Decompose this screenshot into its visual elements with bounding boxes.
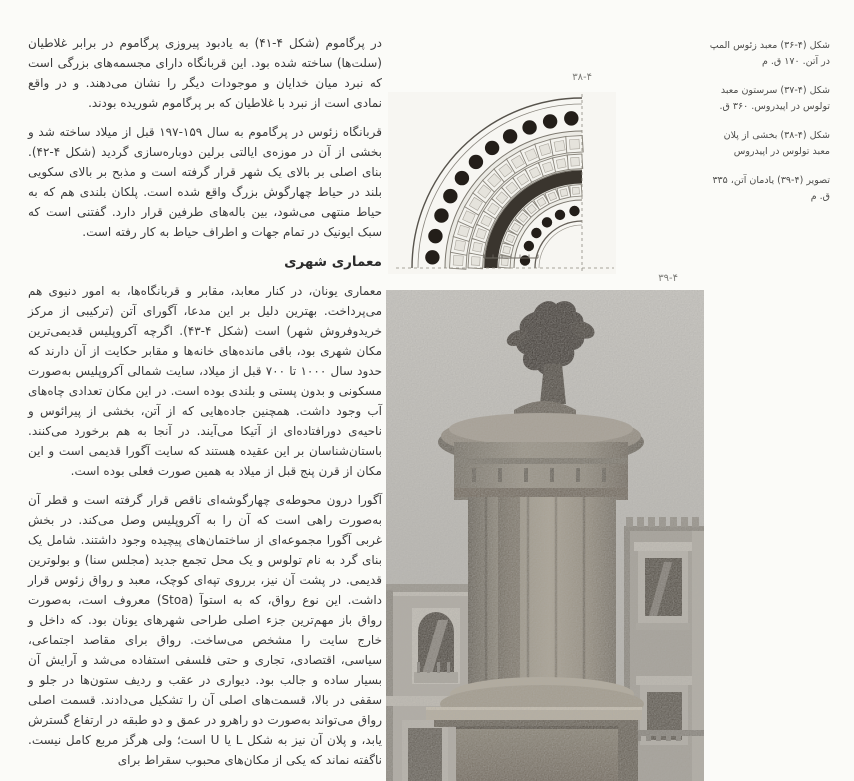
section-heading-urban-architecture: معماری شهری <box>284 254 382 270</box>
photo-grain-overlay <box>386 290 704 781</box>
figure-tholos-plan <box>388 56 616 274</box>
body-text-column <box>28 33 382 779</box>
figure-caption-tholos-capital: شکل (۴-۳۷) سرستون معبد تولوس در اپیدروس. ۳۶۰ ق. <box>719 85 830 112</box>
margin-captions <box>706 38 830 218</box>
figure-caption-tholos-plan: شکل (۴-۳۸) بخشی از پلان معبد تولوس در اپیدروس <box>723 130 830 157</box>
paragraph-pergamon-victory: در پرگاموم (شکل ۴-۴۱) به یادبود پیروزی پرگاموم در برابر غلاطیان (سلت‌ها) ساخته شده بود. این قربانگاه دارای مجسمه‌های بزرگی است که نبرد میان خدایان و موجودات دیگر را نشان می‌دهند. و در واقع نمادی است از نبرد با غلاطیان که بر پرگاموم شوریده بودند. <box>28 36 382 110</box>
tholos-plan-drawing-icon <box>388 92 616 274</box>
lysicrates-monument-photo <box>386 290 704 781</box>
paragraph-agora-history: معماری یونان، در کنار معابد، مقابر و قربانگاه‌ها، به امور دنیوی هم می‌پرداخت. بهترین دلیل بر این مدعا، آگورای آتن (ترکیبی از مرکز خریدوفروش شهر) است (شکل ۴-۴۳). اگرچه آکروپلیس قدیمی‌ترین مکان شهری بود، باقی مانده‌های خانه‌ها و مقابر حکایت از آن دارند که حدود سال ۱۰۰۰ تا ۷۰۰ قبل از میلاد، سایت شمالی آکروپلیس به‌صورت مسکونی و بدون پستی و بلندی بوده است. در این مکان تعدادی چاه‌های آب وجود داشت. همچنین جاده‌هایی که از آتن، بخشی از پیرائوس و ناحیه‌ی دورافتاده‌ای از آتیکا می‌آیند. در آنجا به هم برخورد می‌کنند. باستان‌شناسان بر این عقیده هستند که سایت آگورا قدیمی است و این مکان از قرن پنج قبل از میلاد به همین صورت فعلی بوده است. <box>28 284 383 478</box>
figure-caption-zeus-temple: شکل (۴-۳۶) معبد زئوس المپ در آتن. ۱۷۰ ق. م <box>709 40 830 67</box>
figure-lysicrates-photo <box>386 273 704 781</box>
paragraph-agora-stoa: آگورا درون محوطه‌ی چهارگوشه‌ای ناقص قرار گرفته است و قطر آن به‌صورت راهی است که آن را به آکروپلیس وصل می‌کند. در بخش غربی آگورا مجموعه‌ای از ساختمان‌های پیچیده وجود داشتند. شامل یک بنای گرد به نام تولوس و یک محل تجمع جدید (مجلس سنا) و بولوترین قدیمی. در پشت آن نیز، برروی تپه‌ای کوچک، معبد و رواق زئوس قرار داشت. این نوع رواق، که به استوآ (Stoa) معروف است، به‌صورت رواق باز مهم‌ترین جزء اصلی طراحی شهرهای یونان بود. که داخل و خارج سایت را مشخص می‌ساخت. رواق برای مقاصد اجتماعی، سیاسی، اقتصادی، تجاری و حتی فلسفی استفاده می‌شد و آرایش آن بسیار ساده و جالب بود. دیواری در عقب و ردیف ستون‌ها در جلو و سقفی در بالا، قسمت‌های اصلی آن را تشکیل می‌دادند. قسمت اصلی رواق می‌تواند به‌صورت دو راهرو در عمق و دو طبقه در ارتفاع گسترش یابد، و پلان آن نیز به شکل L یا U است؛ ولی هرگز مربع کامل نیست. ناگفته نماند که یکی از مکان‌های محبوب سقراط برای <box>28 493 382 767</box>
paragraph-zeus-altar: قربانگاه زئوس در پرگاموم به سال ۱۵۹-۱۹۷ قبل از میلاد ساخته شد و بخشی از آن در موزه‌ی ایالتی برلین دوباره‌سازی گردید (شکل ۴-۴۲). بنای اصلی بر بالای یک شهر قرار گرفته است و مذبح بر بالای سکویی بلند در حیاط چهارگوش بزرگ واقع شده است. پلکان بلندی هم که به حیاط منتهی می‌شود، بین باله‌های طرفین قرار دارد. گفتنی است که سبک ایونیک در تمام جهات و اطراف حیاط به کار رفته است. <box>28 125 382 239</box>
figure-caption-athens-monument: تصویر (۴-۳۹) یادمان آتن، ۳۳۵ ق. م <box>712 175 830 202</box>
figure-photo-number-label: ۳۹-۴ <box>658 273 678 284</box>
figure-plan-number-label: ۳۸-۴ <box>572 72 592 83</box>
